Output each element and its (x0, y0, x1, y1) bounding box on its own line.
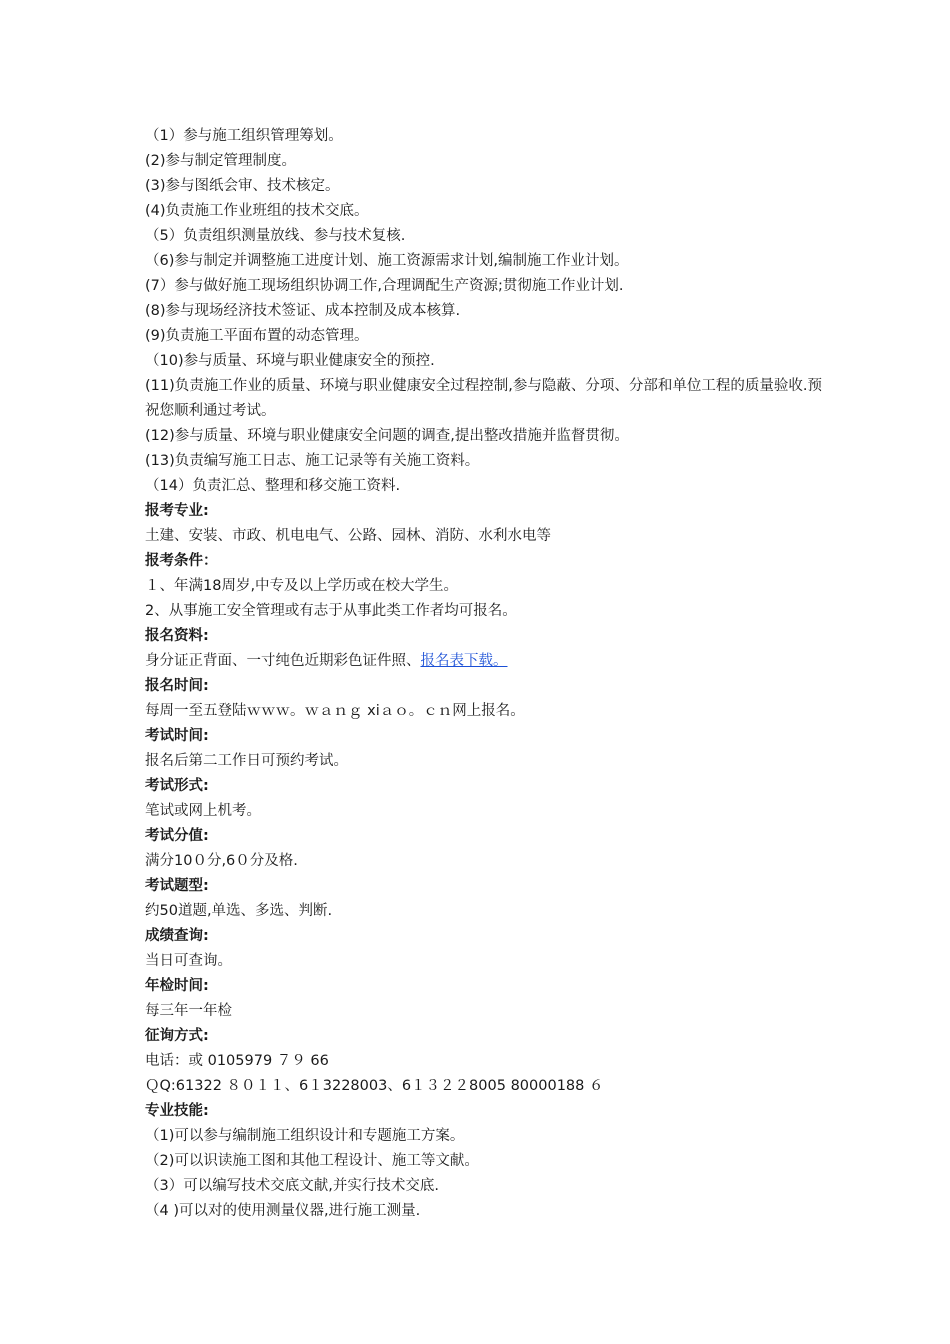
exam-type-heading: 考试题型: (145, 878, 209, 894)
condition-item-2: 2、从事施工安全管理或有志于从事此类工作者均可报名。 (145, 603, 517, 619)
duty-item-9: (9)负责施工平面布置的动态管理。 (145, 328, 369, 344)
contact-heading: 征询方式: (145, 1028, 209, 1044)
reg-time-text: 每周一至五登陆ｗｗｗ。ｗａｎｇ xiａｏ。ｃｎ网上报名。 (145, 703, 525, 719)
duty-item-14: （14）负责汇总、整理和移交施工资料. (145, 478, 401, 494)
contact-phone: 电话：或 0105979 ７９ 66 (145, 1053, 329, 1069)
exam-time-text: 报名后第二工作日可预约考试。 (145, 753, 348, 769)
duty-item-4: (4)负责施工作业班组的技术交底。 (145, 203, 369, 219)
duty-item-13: (13)负责编写施工日志、施工记录等有关施工资料。 (145, 453, 480, 469)
condition-item-1: １、年满18周岁,中专及以上学历或在校大学生。 (145, 578, 459, 594)
duty-item-7: (7）参与做好施工现场组织协调工作,合理调配生产资源;贯彻施工作业计划. (145, 278, 624, 294)
contact-qq: ＱQ:61322 ８０１１、6１3228003、6１３２２8005 80000188 ６ (145, 1078, 604, 1094)
duty-item-11: (11)负责施工作业的质量、环境与职业健康安全过程控制,参与隐蔽、分项、分部和单位工程的质量验收.预祝您顺利通过考试。 (145, 378, 822, 419)
exam-score-text: 满分10０分,6０分及格. (145, 853, 298, 869)
skill-item-3: （3）可以编写技术交底文献,并实行技术交底. (145, 1178, 439, 1194)
score-query-heading: 成绩查询: (145, 928, 209, 944)
duty-item-2: (2)参与制定管理制度。 (145, 153, 297, 169)
skill-item-4: （4 )可以对的使用测量仪器,进行施工测量. (145, 1203, 421, 1219)
duty-item-1: （1）参与施工组织管理筹划。 (145, 128, 343, 144)
exam-score-heading: 考试分值: (145, 828, 209, 844)
skills-heading: 专业技能: (145, 1103, 209, 1119)
document-page (145, 124, 835, 1224)
duty-item-3: (3)参与图纸会审、技术核定。 (145, 178, 340, 194)
skill-item-2: （2)可以识读施工图和其他工程设计、施工等文献。 (145, 1153, 479, 1169)
materials-text: 身分证正背面、一寸纯色近期彩色证件照、 (145, 653, 421, 669)
duty-item-8: (8)参与现场经济技术签证、成本控制及成本核算. (145, 303, 461, 319)
annual-check-text: 每三年一年检 (145, 1003, 232, 1019)
registration-form-download-link[interactable]: 报名表下载。 (420, 653, 508, 669)
conditions-heading: 报考条件： (145, 553, 218, 569)
duties-list (145, 124, 835, 499)
duty-item-10: （10)参与质量、环境与职业健康安全的预控. (145, 353, 435, 369)
majors-heading: 报考专业: (145, 503, 209, 519)
score-query-text: 当日可查询。 (145, 953, 232, 969)
materials-line (145, 649, 835, 674)
exam-form-heading: 考试形式: (145, 778, 209, 794)
duty-item-12: (12)参与质量、环境与职业健康安全问题的调查,提出整改措施并监督贯彻。 (145, 428, 629, 444)
duty-item-6: （6)参与制定并调整施工进度计划、施工资源需求计划,编制施工作业计划。 (145, 253, 629, 269)
exam-type-text: 约50道题,单选、多选、判断. (145, 903, 333, 919)
materials-heading: 报名资料: (145, 628, 209, 644)
duty-item-5: （5）负责组织测量放线、参与技术复核. (145, 228, 406, 244)
reg-time-heading: 报名时间: (145, 678, 209, 694)
annual-check-heading: 年检时间: (145, 978, 209, 994)
skill-item-1: （1)可以参与编制施工组织设计和专题施工方案。 (145, 1128, 465, 1144)
exam-time-heading: 考试时间: (145, 728, 209, 744)
majors-text: 土建、安装、市政、机电电气、公路、园林、消防、水利水电等 (145, 528, 551, 544)
exam-form-text: 笔试或网上机考。 (145, 803, 261, 819)
